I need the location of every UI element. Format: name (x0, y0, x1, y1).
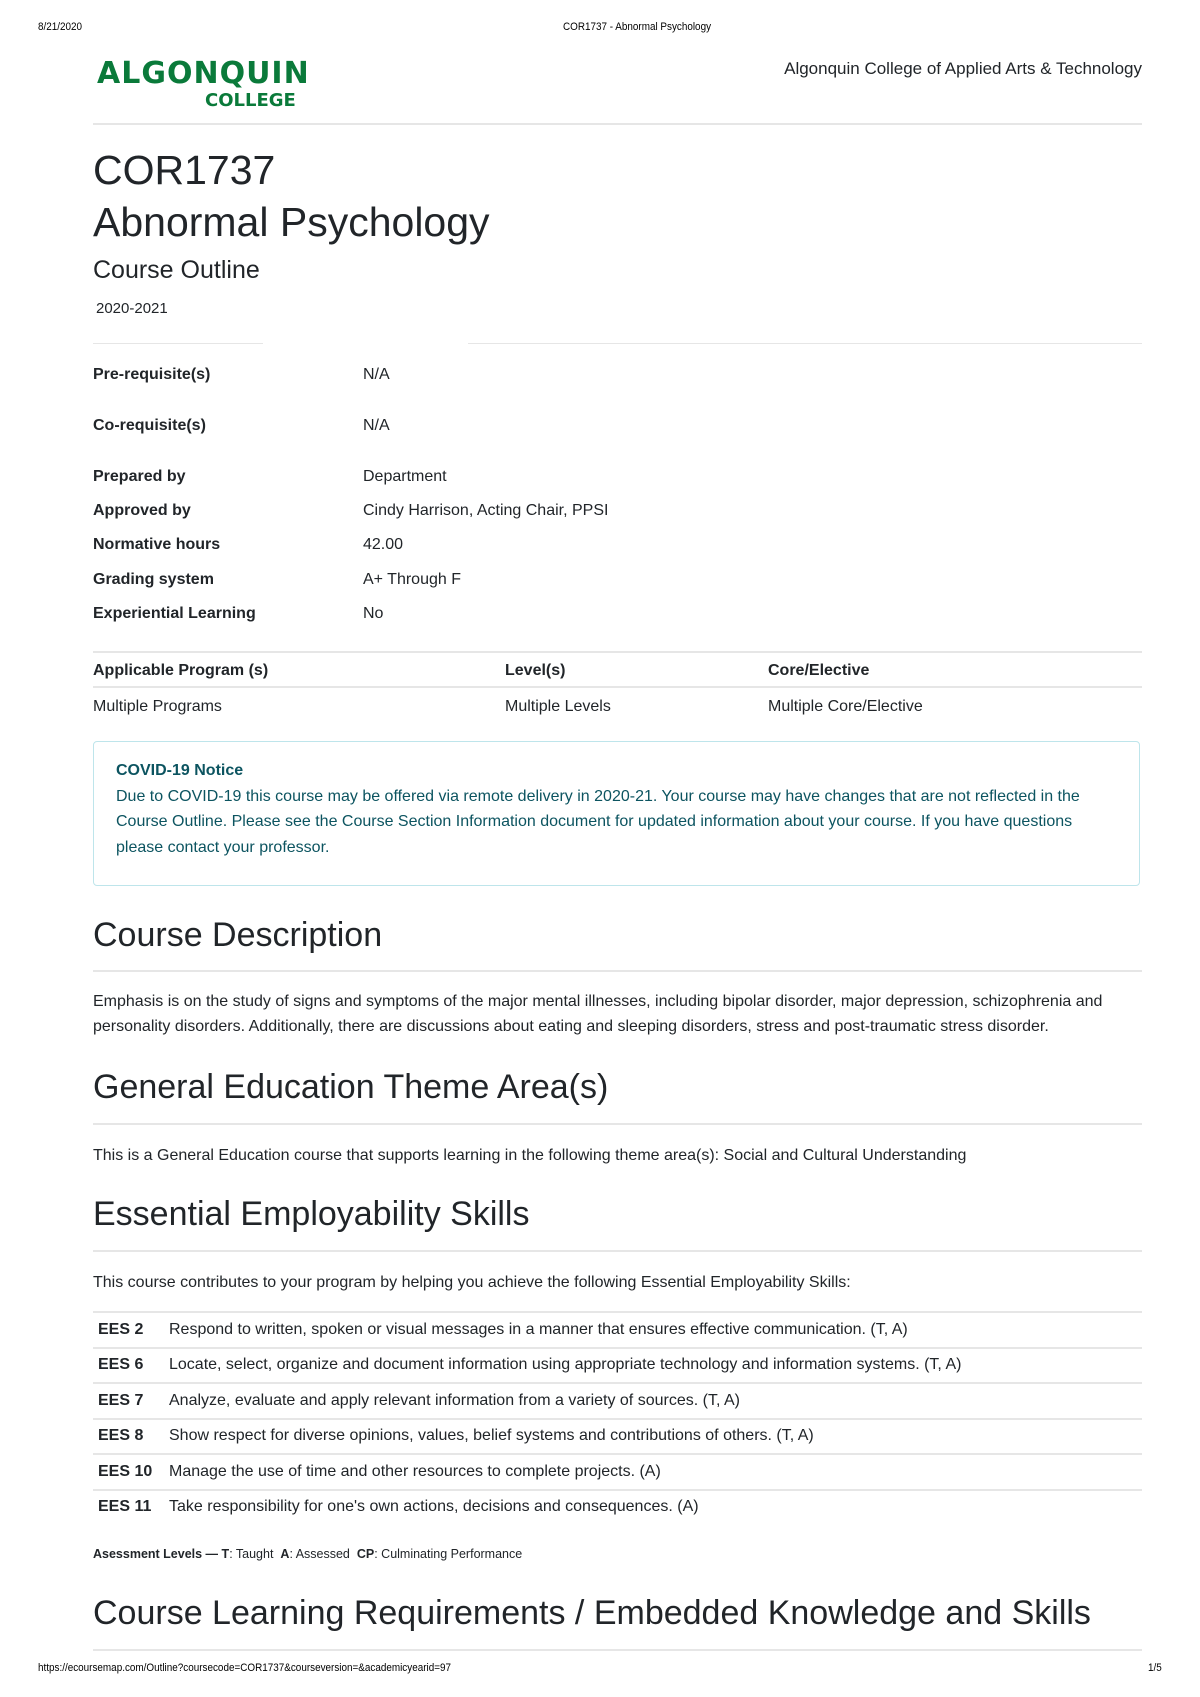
ees-code: EES 6 (93, 1348, 164, 1384)
divider (93, 1649, 1142, 1651)
divider (93, 651, 1142, 653)
core-elective-value: Multiple Core/Elective (768, 698, 923, 715)
ees-text: Respond to written, spoken or visual messages in a manner that ensures effective communication. (T, A) (164, 1312, 1142, 1348)
print-date: 8/21/2020 (38, 21, 83, 33)
covid-notice (93, 741, 1140, 886)
ees-code: EES 10 (93, 1454, 164, 1490)
notice-title: COVID-19 Notice (116, 762, 244, 779)
ees-table (93, 1311, 1142, 1524)
detail-value: Cindy Harrison, Acting Chair, PPSI (363, 502, 609, 519)
legend-key: T (221, 1547, 230, 1561)
legend-value: : Culminating Performance (374, 1547, 523, 1561)
print-url: https://ecoursemap.com/Outline?coursecode=COR1737&courseversion=&academicyearid=97 (38, 1662, 452, 1674)
detail-label: Co-requisite(s) (93, 417, 206, 434)
course-name: Abnormal Psychology (93, 199, 490, 245)
print-title: COR1737 - Abnormal Psychology (563, 21, 712, 33)
detail-value: No (363, 605, 384, 622)
ees-code: EES 11 (93, 1490, 164, 1525)
core-elective-header: Core/Elective (768, 662, 870, 679)
divider (93, 343, 263, 344)
course-description-text: Emphasis is on the study of signs and symptoms of the major mental illnesses, including bipolar disorder, major depression, schizophrenia and personality disorders. Additionally, there are discussions about eating and sleeping disorders, stress and post-traumatic stress disorder. (93, 993, 1103, 1035)
program-value: Multiple Programs (93, 698, 222, 715)
divider (93, 123, 1142, 125)
legend-value: : Assessed (289, 1547, 350, 1561)
ees-code: EES 8 (93, 1419, 164, 1455)
divider (93, 1250, 1142, 1252)
detail-label: Experiential Learning (93, 605, 256, 622)
detail-label: Pre-requisite(s) (93, 366, 211, 383)
detail-value: Department (363, 468, 447, 485)
detail-label: Prepared by (93, 468, 186, 485)
detail-label: Normative hours (93, 536, 221, 553)
ees-text: Manage the use of time and other resources to complete projects. (A) (164, 1454, 1142, 1490)
detail-label: Grading system (93, 571, 214, 588)
legend-key: CP (356, 1547, 375, 1561)
divider (93, 1123, 1142, 1125)
level-header: Level(s) (505, 662, 566, 679)
ees-code: EES 2 (93, 1312, 164, 1348)
legend-key: A (280, 1547, 290, 1561)
course-code: COR1737 (93, 147, 276, 193)
gened-text: This is a General Education course that supports learning in the following theme area(s): Social and Cultural Understanding (93, 1147, 967, 1164)
section-heading: Course Description (93, 916, 383, 954)
level-value: Multiple Levels (505, 698, 611, 715)
table-row (93, 1490, 1142, 1525)
table-row (93, 1312, 1142, 1348)
college-logo-sub: COLLEGE (205, 90, 296, 111)
ees-text: Show respect for diverse opinions, values, belief systems and contributions of others. (T, A) (164, 1419, 1142, 1455)
divider (468, 343, 1142, 344)
ees-text: Locate, select, organize and document information using appropriate technology and information systems. (T, A) (164, 1348, 1142, 1384)
divider (93, 686, 1142, 688)
page-number: 1/5 (1148, 1662, 1162, 1674)
ees-text: Take responsibility for one's own actions, decisions and consequences. (A) (164, 1490, 1142, 1525)
divider (93, 970, 1142, 972)
legend-title: Asessment Levels — (93, 1547, 219, 1561)
detail-value: A+ Through F (363, 571, 461, 588)
course-outline-subtitle: Course Outline (93, 256, 260, 284)
ees-text: Analyze, evaluate and apply relevant information from a variety of sources. (T, A) (164, 1383, 1142, 1419)
section-heading: Essential Employability Skills (93, 1195, 530, 1233)
college-logo: ALGONQUIN (97, 56, 310, 91)
section-heading: Course Learning Requirements / Embedded Knowledge and Skills (93, 1594, 1091, 1632)
table-row (93, 1348, 1142, 1384)
table-row (93, 1419, 1142, 1455)
academic-year: 2020-2021 (96, 300, 168, 317)
ees-code: EES 7 (93, 1383, 164, 1419)
table-row (93, 1454, 1142, 1490)
detail-label: Approved by (93, 502, 191, 519)
table-row (93, 1383, 1142, 1419)
detail-value: N/A (363, 366, 390, 383)
assessment-legend (93, 1547, 522, 1561)
section-heading: General Education Theme Area(s) (93, 1068, 609, 1106)
program-header: Applicable Program (s) (93, 662, 269, 679)
detail-value: 42.00 (363, 536, 404, 553)
detail-value: N/A (363, 417, 390, 434)
ees-intro-text: This course contributes to your program by helping you achieve the following Essential Employability Skills: (93, 1274, 851, 1291)
college-name: Algonquin College of Applied Arts & Technology (784, 59, 1142, 78)
legend-value: : Taught (229, 1547, 274, 1561)
notice-body: Due to COVID-19 this course may be offered via remote delivery in 2020-21. Your course may have changes that are not reflected in the Course Outline. Please see the Course Section Information document for updated information about your course. If you have questions please contact your professor. (116, 787, 1080, 856)
